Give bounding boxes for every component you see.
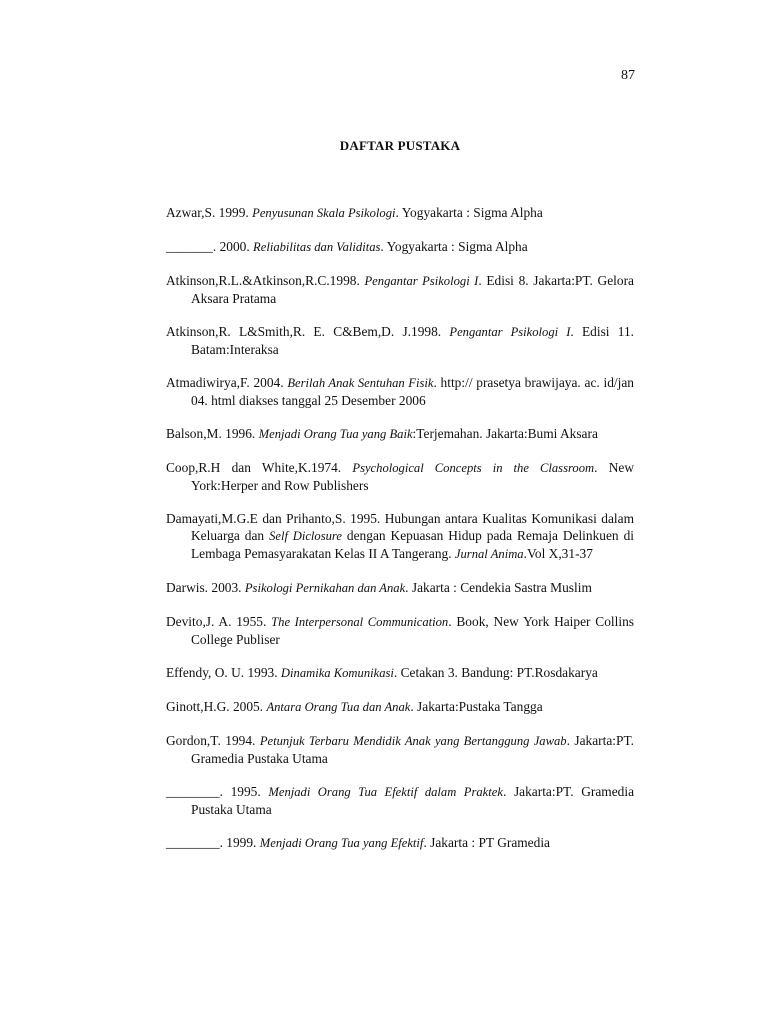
reference-item: ________. 1999. Menjadi Orang Tua yang Efektif. Jakarta : PT Gramedia: [166, 835, 550, 850]
reference-item: Damayati,M.G.E dan Prihanto,S. 1995. Hubungan antara Kualitas Komunikasi dalam Keluarga dan Self Diclosure dengan Kepuasan Hidup pada Remaja Delinkuen di Lembaga Pemasyarakatan Kelas II A Tangerang. Jurnal Anima.Vol X,31-37: [166, 511, 635, 561]
reference-item: Coop,R.H dan White,K.1974. Psychological Concepts in the Classroom. New York:Herper and Row Publishers: [166, 460, 634, 493]
reference-item: Azwar,S. 1999. Penyusunan Skala Psikologi. Yogyakarta : Sigma Alpha: [166, 205, 543, 220]
reference-item: _______. 2000. Reliabilitas dan Validitas. Yogyakarta : Sigma Alpha: [166, 239, 528, 254]
reference-item: Darwis. 2003. Psikologi Pernikahan dan Anak. Jakarta : Cendekia Sastra Muslim: [166, 580, 592, 595]
reference-item: Atkinson,R. L&Smith,R. E. C&Bem,D. J.1998. Pengantar Psikologi I. Edisi 11. Batam:Interaksa: [166, 324, 634, 357]
reference-item: Atkinson,R.L.&Atkinson,R.C.1998. Pengantar Psikologi I. Edisi 8. Jakarta:PT. Gelora Aksara Pratama: [166, 273, 634, 306]
reference-item: Atmadiwirya,F. 2004. Berilah Anak Sentuhan Fisik. http:// prasetya brawijaya. ac. id/jan 04. html diakses tanggal 25 Desember 2006: [166, 375, 634, 408]
page-title: DAFTAR PUSTAKA: [339, 138, 461, 153]
page-number: 87: [621, 68, 635, 83]
reference-item: ________. 1995. Menjadi Orang Tua Efektif dalam Praktek. Jakarta:PT. Gramedia Pustaka Utama: [166, 784, 635, 817]
reference-item: Gordon,T. 1994. Petunjuk Terbaru Mendidik Anak yang Bertanggung Jawab. Jakarta:PT. Gramedia Pustaka Utama: [166, 733, 634, 766]
reference-item: Ginott,H.G. 2005. Antara Orang Tua dan Anak. Jakarta:Pustaka Tangga: [166, 699, 543, 714]
reference-item: Devito,J. A. 1955. The Interpersonal Communication. Book, New York Haiper Collins College Publiser: [166, 614, 634, 647]
reference-item: Effendy, O. U. 1993. Dinamika Komunikasi. Cetakan 3. Bandung: PT.Rosdakarya: [166, 665, 598, 680]
reference-list: [166, 204, 634, 868]
reference-item: Balson,M. 1996. Menjadi Orang Tua yang Baik:Terjemahan. Jakarta:Bumi Aksara: [166, 426, 598, 441]
